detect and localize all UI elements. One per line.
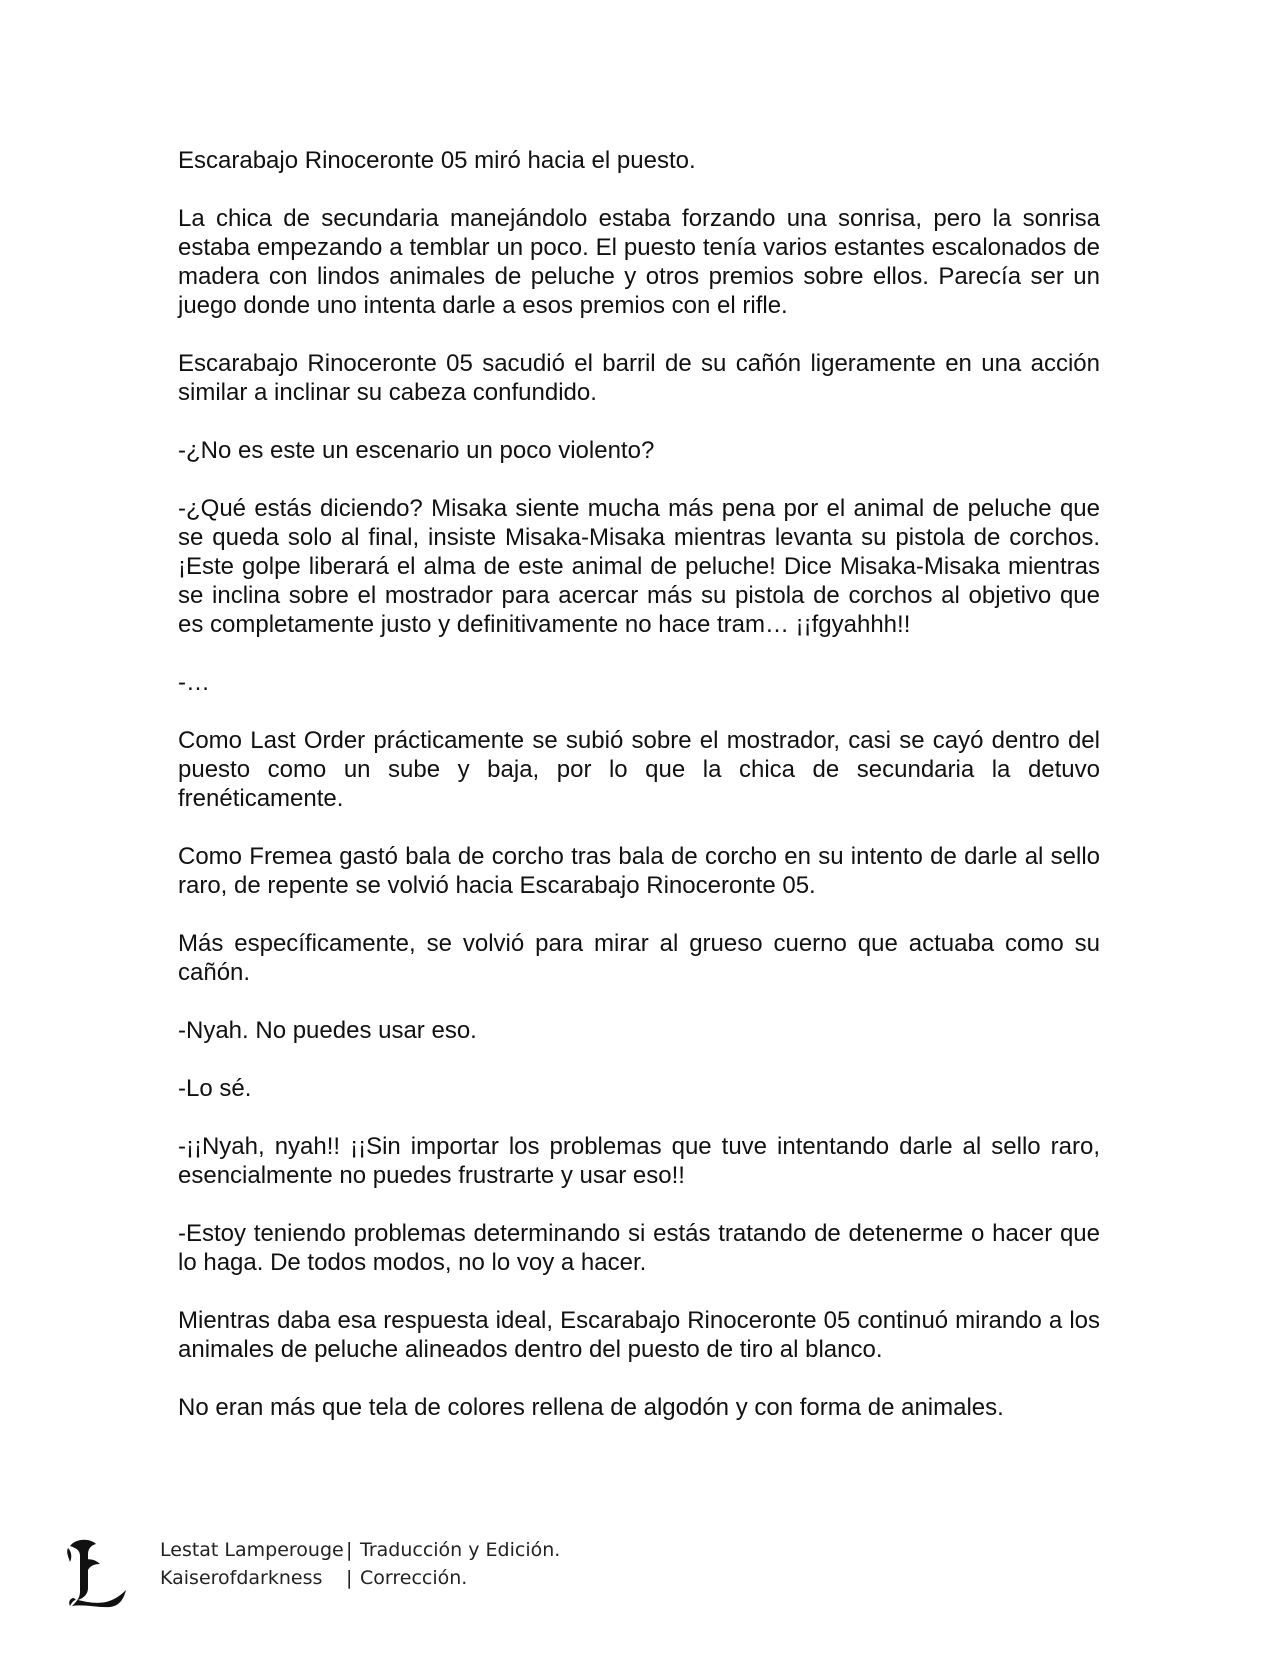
paragraph: -Estoy teniendo problemas determinando si estás tratando de detenerme o hacer que lo haga. De todos modos, no lo voy a hacer.	[178, 1220, 1100, 1276]
paragraph: -Nyah. No puedes usar eso.	[178, 1017, 477, 1044]
paragraph: Escarabajo Rinoceronte 05 sacudió el barril de su cañón ligeramente en una acción similar a inclinar su cabeza confundido.	[178, 350, 1100, 406]
paragraph: -¿No es este un escenario un poco violento?	[178, 437, 655, 464]
paragraph: -¡¡Nyah, nyah!! ¡¡Sin importar los problemas que tuve intentando darle al sello raro, esencialmente no puedes frustrarte y usar eso!!	[178, 1133, 1100, 1189]
paragraph: No eran más que tela de colores rellena de algodón y con forma de animales.	[178, 1394, 1004, 1421]
credit-separator: |	[346, 1567, 353, 1589]
paragraph: Más específicamente, se volvió para mirar al grueso cuerno que actuaba como su cañón.	[178, 930, 1100, 986]
paragraph: Como Last Order prácticamente se subió sobre el mostrador, casi se cayó dentro del puesto como un sube y baja, por lo que la chica de secundaria la detuvo frenéticamente.	[178, 727, 1100, 812]
paragraph: -Lo sé.	[178, 1075, 252, 1102]
credit-role: Corrección.	[360, 1567, 468, 1589]
document-body	[178, 146, 1100, 1451]
credit-role: Traducción y Edición.	[360, 1539, 561, 1561]
credit-separator: |	[346, 1539, 353, 1561]
credit-row	[160, 1564, 560, 1592]
credits	[160, 1536, 560, 1592]
paragraph: -¿Qué estás diciendo? Misaka siente mucha más pena por el animal de peluche que se queda solo al final, insiste Misaka-Misaka mientras levanta su pistola de corchos. ¡Este golpe liberará el alma de este animal de peluche! Dice Misaka-Misaka mientras se inclina sobre el mostrador para acercar más su pistola de corchos al objetivo que es completamente justo y definitivamente no hace tram… ¡¡fgyahhh!!	[178, 495, 1100, 638]
paragraph: Como Fremea gastó bala de corcho tras bala de corcho en su intento de darle al sello raro, de repente se volvió hacia Escarabajo Rinoceronte 05.	[178, 843, 1100, 899]
gothic-L-logo-icon	[66, 1536, 130, 1608]
credit-name: Lestat Lamperouge	[160, 1539, 344, 1561]
paragraph: Mientras daba esa respuesta ideal, Escarabajo Rinoceronte 05 continuó mirando a los animales de peluche alineados dentro del puesto de tiro al blanco.	[178, 1307, 1100, 1363]
credit-row	[160, 1536, 560, 1564]
page-footer	[66, 1536, 766, 1616]
paragraph: La chica de secundaria manejándolo estaba forzando una sonrisa, pero la sonrisa estaba empezando a temblar un poco. El puesto tenía varios estantes escalonados de madera con lindos animales de peluche y otros premios sobre ellos. Parecía ser un juego donde uno intenta darle a esos premios con el rifle.	[178, 205, 1100, 319]
paragraph: Escarabajo Rinoceronte 05 miró hacia el puesto.	[178, 147, 696, 174]
paragraph: -…	[178, 669, 210, 696]
credit-name: Kaiserofdarkness	[160, 1567, 323, 1589]
